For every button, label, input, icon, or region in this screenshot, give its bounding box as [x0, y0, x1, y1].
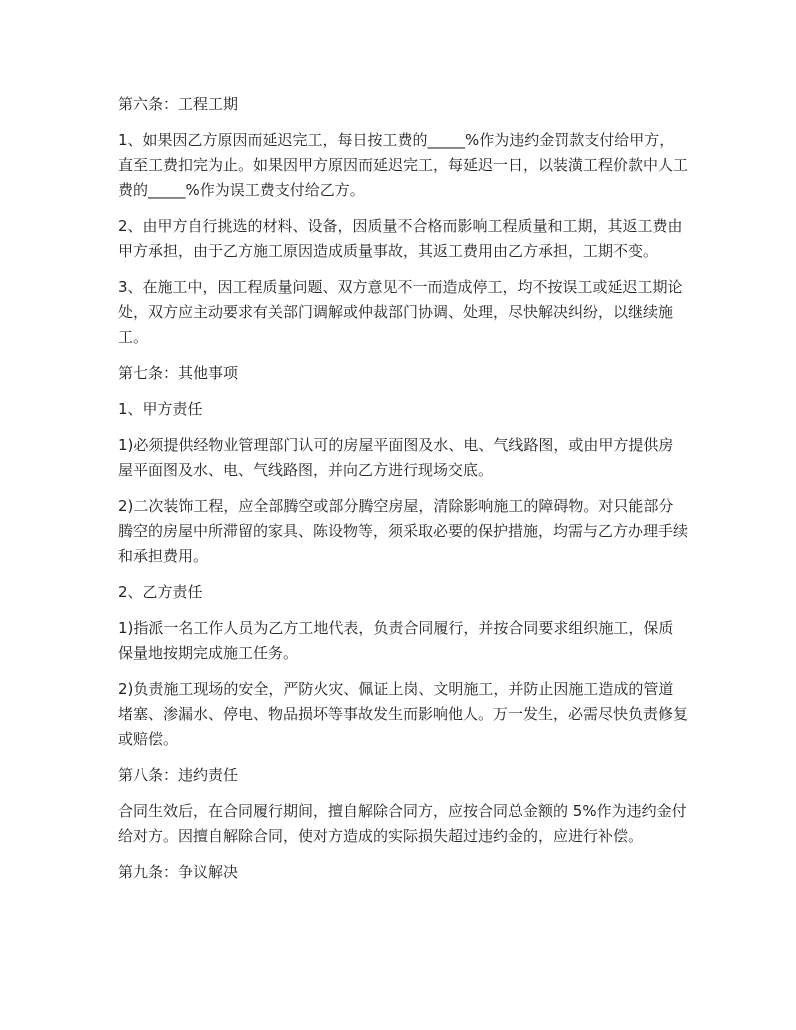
paragraph: 2、由甲方自行挑选的材料、设备，因质量不合格而影响工程质量和工期，其返工费由甲方承担，由于乙方施工原因造成质量事故，其返工费用由乙方承担，工期不变。	[118, 217, 683, 260]
paragraph: 2)负责施工现场的安全，严防火灾、佩证上岗、文明施工，并防止因施工造成的管道堵塞、渗漏水、停电、物品损坏等事故发生而影响他人。万一发生，必需尽快负责修复或赔偿。	[118, 680, 689, 748]
paragraph: 2)二次装饰工程，应全部腾空或部分腾空房屋，清除影响施工的障碍物。对只能部分腾空的房屋中所滞留的家具、陈设物等，须采取必要的保护措施，均需与乙方办理手续和承担费用。	[118, 497, 689, 565]
paragraph: 1)指派一名工作人员为乙方工地代表，负责合同履行，并按合同要求组织施工，保质保量地按期完成施工任务。	[118, 619, 674, 662]
paragraph: 合同生效后，在合同履行期间，擅自解除合同方，应按合同总金额的 5%作为违约金付给对方。因擅自解除合同，使对方造成的实际损失超过违约金的，应进行补偿。	[118, 802, 687, 845]
section-heading-6: 第六条：工程工期	[118, 95, 239, 113]
paragraph: 3、在施工中，因工程质量问题、双方意见不一而造成停工，均不按误工或延迟工期论处，双方应主动要求有关部门调解或仲裁部门协调、处理，尽快解决纠纷，以继续施工。	[118, 278, 683, 346]
document-body	[118, 92, 688, 896]
subheading-party-b: 2、乙方责任	[118, 583, 203, 601]
section-heading-9: 第九条：争议解决	[118, 863, 239, 881]
paragraph: 1)必须提供经物业管理部门认可的房屋平面图及水、电、气线路图，或由甲方提供房屋平面图及水、电、气线路图，并向乙方进行现场交底。	[118, 436, 674, 479]
subheading-party-a: 1、甲方责任	[118, 400, 203, 418]
section-heading-7: 第七条：其他事项	[118, 364, 239, 382]
paragraph: 1、如果因乙方原因而延迟完工，每日按工费的_____%作为违约金罚款支付给甲方，直至工费扣完为止。如果因甲方原因而延迟完工，每延迟一日，以装潢工程价款中人工费的_____%作为误工费支付给乙方。	[118, 131, 689, 199]
section-heading-8: 第八条：违约责任	[118, 766, 239, 784]
